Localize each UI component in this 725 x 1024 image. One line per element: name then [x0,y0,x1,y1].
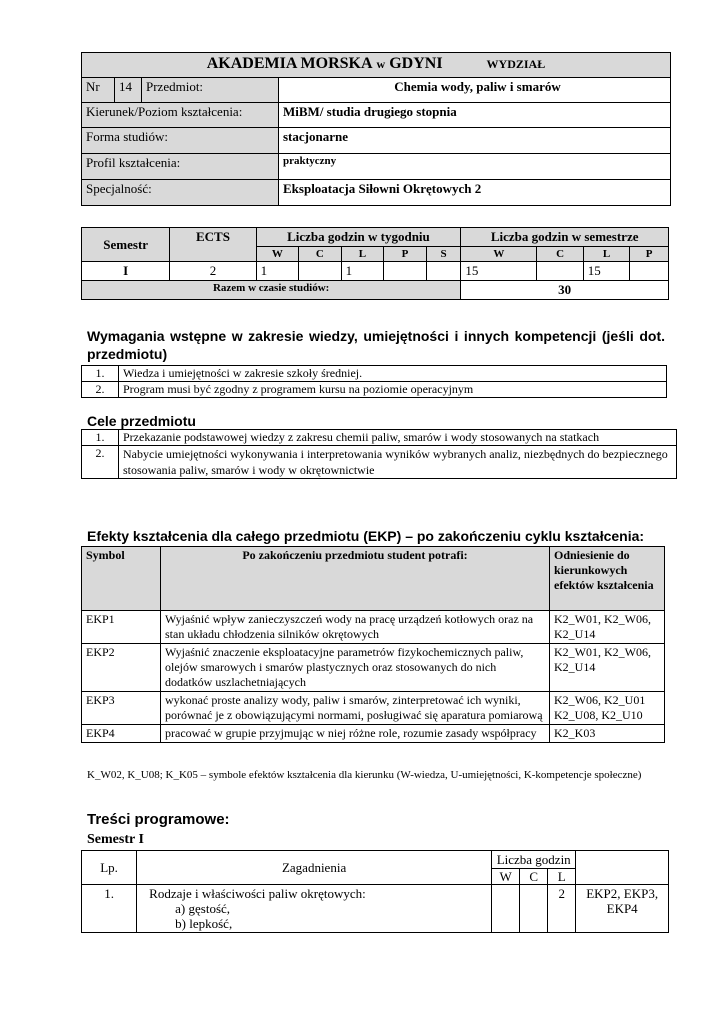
goals-table [81,429,677,479]
profile-label: Profil kształcenia: [82,154,279,180]
semestr-header: Semestr [82,228,170,262]
header-title-row [82,53,671,78]
direction-label: Kierunek/Poziom kształcenia: [82,103,279,128]
row-week-s [426,262,461,281]
effect-ref: K2_W06, K2_U01 K2_U08, K2_U10 [550,692,665,725]
semester-hours-header: Liczba godzin w semestrze [461,228,669,247]
week-hours-header: Liczba godzin w tygodniu [256,228,461,247]
direction-value: MiBM/ studia drugiego stopnia [279,103,671,128]
col-ref-header: Odniesienie do kierunkowych efektów kształcenia [550,547,665,611]
requirement-num: 2. [82,382,119,398]
requirements-table [81,365,667,398]
requirements-heading: Wymagania wstępne w zakresie wiedzy, umiejętności i innych kompetencji (jeśli dot. przedmiotu) [87,328,665,362]
academy-w: w [376,57,386,71]
row-sem-c [537,262,583,281]
sem-col-p: P [630,247,669,262]
sem-col-w: W [461,247,537,262]
col-desc-header: Po zakończeniu przedmiotu student potrafi: [161,547,550,611]
row-week-c [299,262,342,281]
goal-num: 1. [82,430,119,446]
requirement-text: Wiedza i umiejętności w zakresie szkoły średniej. [119,366,667,382]
hours-table [81,227,669,300]
nr-label: Nr [82,78,115,103]
effect-symbol: EKP4 [82,725,161,743]
week-col-w: W [256,247,299,262]
row-week-w: 1 [256,262,299,281]
effect-symbol: EKP2 [82,644,161,692]
week-col-c: C [299,247,342,262]
row-sem-p [630,262,669,281]
week-col-s: S [426,247,461,262]
course-header-table [81,52,671,206]
academy-name: AKADEMIA MORSKA [206,55,373,72]
program-topic [137,885,492,933]
effect-symbol: EKP1 [82,611,161,644]
effect-ref: K2_K03 [550,725,665,743]
total-value: 30 [461,281,669,300]
hours-col-w: W [492,869,520,885]
nr-value: 14 [115,78,142,103]
program-hours-l: 2 [548,885,576,933]
requirement-text: Program musi być zgodny z programem kursu na poziomie operacyjnym [119,382,667,398]
semester-label: Semestr I [87,832,144,847]
goal-text: Przekazanie podstawowej wiedzy z zakresu chemii paliw, smarów i wody stosowanych na statkach [119,430,677,446]
row-ects: 2 [170,262,256,281]
program-heading: Treści programowe: [87,811,230,828]
col-lp-header: Lp. [82,851,137,885]
sem-col-c: C [537,247,583,262]
goal-text: Nabycie umiejętności wykonywania i interpretowania wyników wybranych analiz, niezbędnych do bezpiecznego stosowania paliw, smarów i wody w okrętownictwie [119,446,677,479]
week-col-l: L [341,247,384,262]
effect-ref: K2_W01, K2_W06, K2_U14 [550,644,665,692]
col-topics-header: Zagadnienia [137,851,492,885]
total-label: Razem w czasie studiów: [82,281,461,300]
topic-sub-a: a) gęstość, [175,901,231,916]
academy-city: GDYNI [389,55,443,72]
faculty-label: WYDZIAŁ [486,57,546,71]
effect-desc: pracować w grupie przyjmując w niej różne role, rozumie zasady współpracy [161,725,550,743]
row-sem-l: 15 [583,262,630,281]
effect-symbol: EKP3 [82,692,161,725]
effects-footnote: K_W02, K_U08; K_K05 – symbole efektów kształcenia dla kierunku (W-wiedza, U-umiejętności, K-kompetencje społeczne) [87,769,642,781]
specialty-label: Specjalność: [82,180,279,206]
sem-col-l: L [583,247,630,262]
study-form-label: Forma studiów: [82,128,279,154]
col-ekp-header [576,851,669,885]
effect-desc: Wyjaśnić znaczenie eksploatacyjne parametrów fizykochemicznych paliw, olejów smarowych i smarów plastycznych oraz stosowanych do nich dodatków uszlachetniających [161,644,550,692]
program-lp: 1. [82,885,137,933]
week-col-p: P [384,247,427,262]
topic-sub-b: b) lepkość, [175,916,233,931]
topic-title: Rodzaje i właściwości paliw okrętowych: [149,886,366,901]
goal-num: 2. [82,446,119,479]
row-semestr: I [82,262,170,281]
program-ekp: EKP2, EKP3, EKP4 [576,885,669,933]
subject-value: Chemia wody, paliw i smarów [279,78,671,103]
effects-heading: Efekty kształcenia dla całego przedmiotu (EKP) – po zakończeniu cyklu kształcenia: [87,528,645,544]
goals-heading: Cele przedmiotu [87,413,196,429]
row-week-p [384,262,427,281]
effect-desc: wykonać proste analizy wody, paliw i smarów, zinterpretować ich wyniki, porównać je z obowiązującymi normami, posługiwać się aparatura pomiarową [161,692,550,725]
subject-label: Przedmiot: [142,78,279,103]
program-hours-c [520,885,548,933]
program-table [81,850,669,933]
hours-col-c: C [520,869,548,885]
row-sem-w: 15 [461,262,537,281]
requirement-num: 1. [82,366,119,382]
effect-desc: Wyjaśnić wpływ zanieczyszczeń wody na pracę urządzeń kotłowych oraz na stan układu chłodzenia silników okrętowych [161,611,550,644]
row-week-l: 1 [341,262,384,281]
hours-col-l: L [548,869,576,885]
program-hours-w [492,885,520,933]
ects-header: ECTS [170,228,256,262]
study-form-value: stacjonarne [279,128,671,154]
col-symbol-header: Symbol [82,547,161,611]
effect-ref: K2_W01, K2_W06, K2_U14 [550,611,665,644]
col-hours-header: Liczba godzin [492,851,576,869]
specialty-value: Eksploatacja Siłowni Okrętowych 2 [279,180,671,206]
effects-table [81,546,665,743]
profile-value: praktyczny [279,154,671,180]
